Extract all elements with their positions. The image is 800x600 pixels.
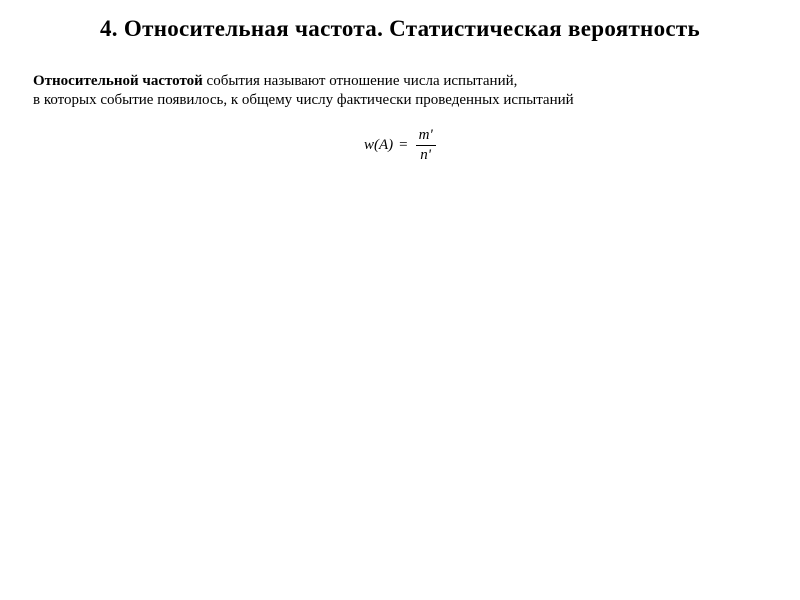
definition-line-2: в которых событие появилось, к общему числу фактически проведенных испытаний xyxy=(33,92,574,108)
definition-line-1 xyxy=(33,72,574,91)
formula-equals-sign: = xyxy=(399,136,408,153)
definition-text xyxy=(33,72,574,110)
formula-denominator: n' xyxy=(420,146,432,163)
definition-term: Относительной частотой xyxy=(33,73,203,89)
relative-frequency-formula xyxy=(364,122,436,168)
definition-line-1-rest: события называют отношение числа испытаний, xyxy=(202,73,518,89)
slide-title: 4. Относительная частота. Статистическая вероятность xyxy=(100,16,700,41)
formula-numerator: m' xyxy=(416,127,436,146)
formula-fraction xyxy=(416,127,436,164)
formula-lhs: w(A) xyxy=(364,136,394,153)
